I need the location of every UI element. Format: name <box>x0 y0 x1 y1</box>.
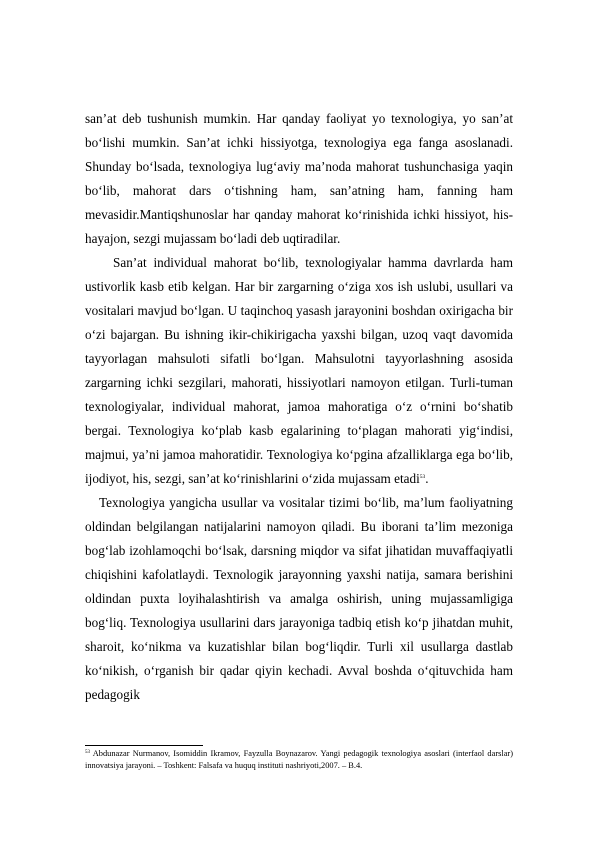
paragraph-2-text: San’at individual mahorat bo‘lib, texnologiyalar hamma davrlarda ham ustivorlik kasb etib kelgan. Har bir zargarning o‘ziga xos ish uslubi, usullari va vositalari mavjud bo‘lgan. U taqinchoq yasash jarayonini boshdan oxirigacha bir o‘zi bajargan. Bu ishning ikir-chikirigacha yaxshi bilgan, uzoq vaqt davomida tayyorlagan mahsuloti sifatli bo‘lgan. Mahsulotni tayyorlashning asosida zargarning ichki sezgilari, mahorati, hissiyotlari namoyon etilgan. Turli-tuman texnologiyalar, individual mahorat, jamoa mahoratiga o‘z o‘rnini bo‘shatib bergai. Texnologiya ko‘plab kasb egalarining to‘plagan mahorati yig‘indisi, majmui, ya’ni jamoa mahoratidir. Texnologiya ko‘pgina afzalliklarga ega bo‘lib, ijodiyot, his, sezgi, san’at ko‘rinishlarini o‘zida mujassam etadi <box>85 255 513 486</box>
paragraph-2-end: . <box>425 471 429 486</box>
footnote-number: 53 <box>85 750 90 755</box>
footnote-divider <box>85 745 203 746</box>
paragraph-3-text: Texnologiya yangicha usullar va vositalar tizimi bo‘lib, ma’lum faoliyatning oldindan belgilangan natijalarini namoyon qiladi. Bu iborani ta’lim mezoniga bog‘lab izohlamoqchi bo‘lsak, darsning miqdor va sifat jihatidan muvaffaqiyatli chiqishini kafolatlaydi. Texnologik jarayonning yaxshi natija, samara berishini oldindan puxta loyihalashtirish va amalga oshirish, uning mujassamligiga bog‘liq. Texnologiya usullarini dars jarayoniga tadbiq etish ko‘p jihatdan muhit, sharoit, ko‘nikma va kuzatishlar bilan bog‘liqdir. Turli xil usullarga dastlab ko‘nikish, o‘rganish bir qadar qiyin kechadi. Avval boshda o‘qituvchida ham pedagogik <box>85 495 513 702</box>
footnote-reference[interactable]: 53 <box>419 474 426 480</box>
paragraph-2 <box>85 251 513 491</box>
paragraph-1-text: san’at deb tushunish mumkin. Har qanday faoliyat yo texnologiya, yo san’at bo‘lishi mumkin. San’at ichki hissiyotga, texnologiya ega fanga asoslanadi. Shunday bo‘lsada, texnologiya lug‘aviy ma’noda mahorat tushunchasiga yaqin bo‘lib, mahorat dars o‘tishning ham, san’atning ham, fanning ham mevasidir.Mantiqshunoslar har qanday mahorat ko‘rinishida ichki hissiyot, his-hayajon, sezgi mujassam bo‘ladi deb uqtiradilar. <box>85 111 513 246</box>
footnote-text: Abdunazar Nurmanov, Isomiddin Ikramov, Fayzulla Boynazarov. Yangi pedagogik texnologiya asoslari (interfaol darslar) innovatsiya jarayoni. – Toshkent: Falsafa va huquq instituti nashriyoti,2007. – B.4. <box>85 749 513 770</box>
paragraph-1 <box>85 107 513 251</box>
body-text <box>85 107 513 707</box>
footnote <box>85 748 513 771</box>
paragraph-3 <box>85 491 513 707</box>
